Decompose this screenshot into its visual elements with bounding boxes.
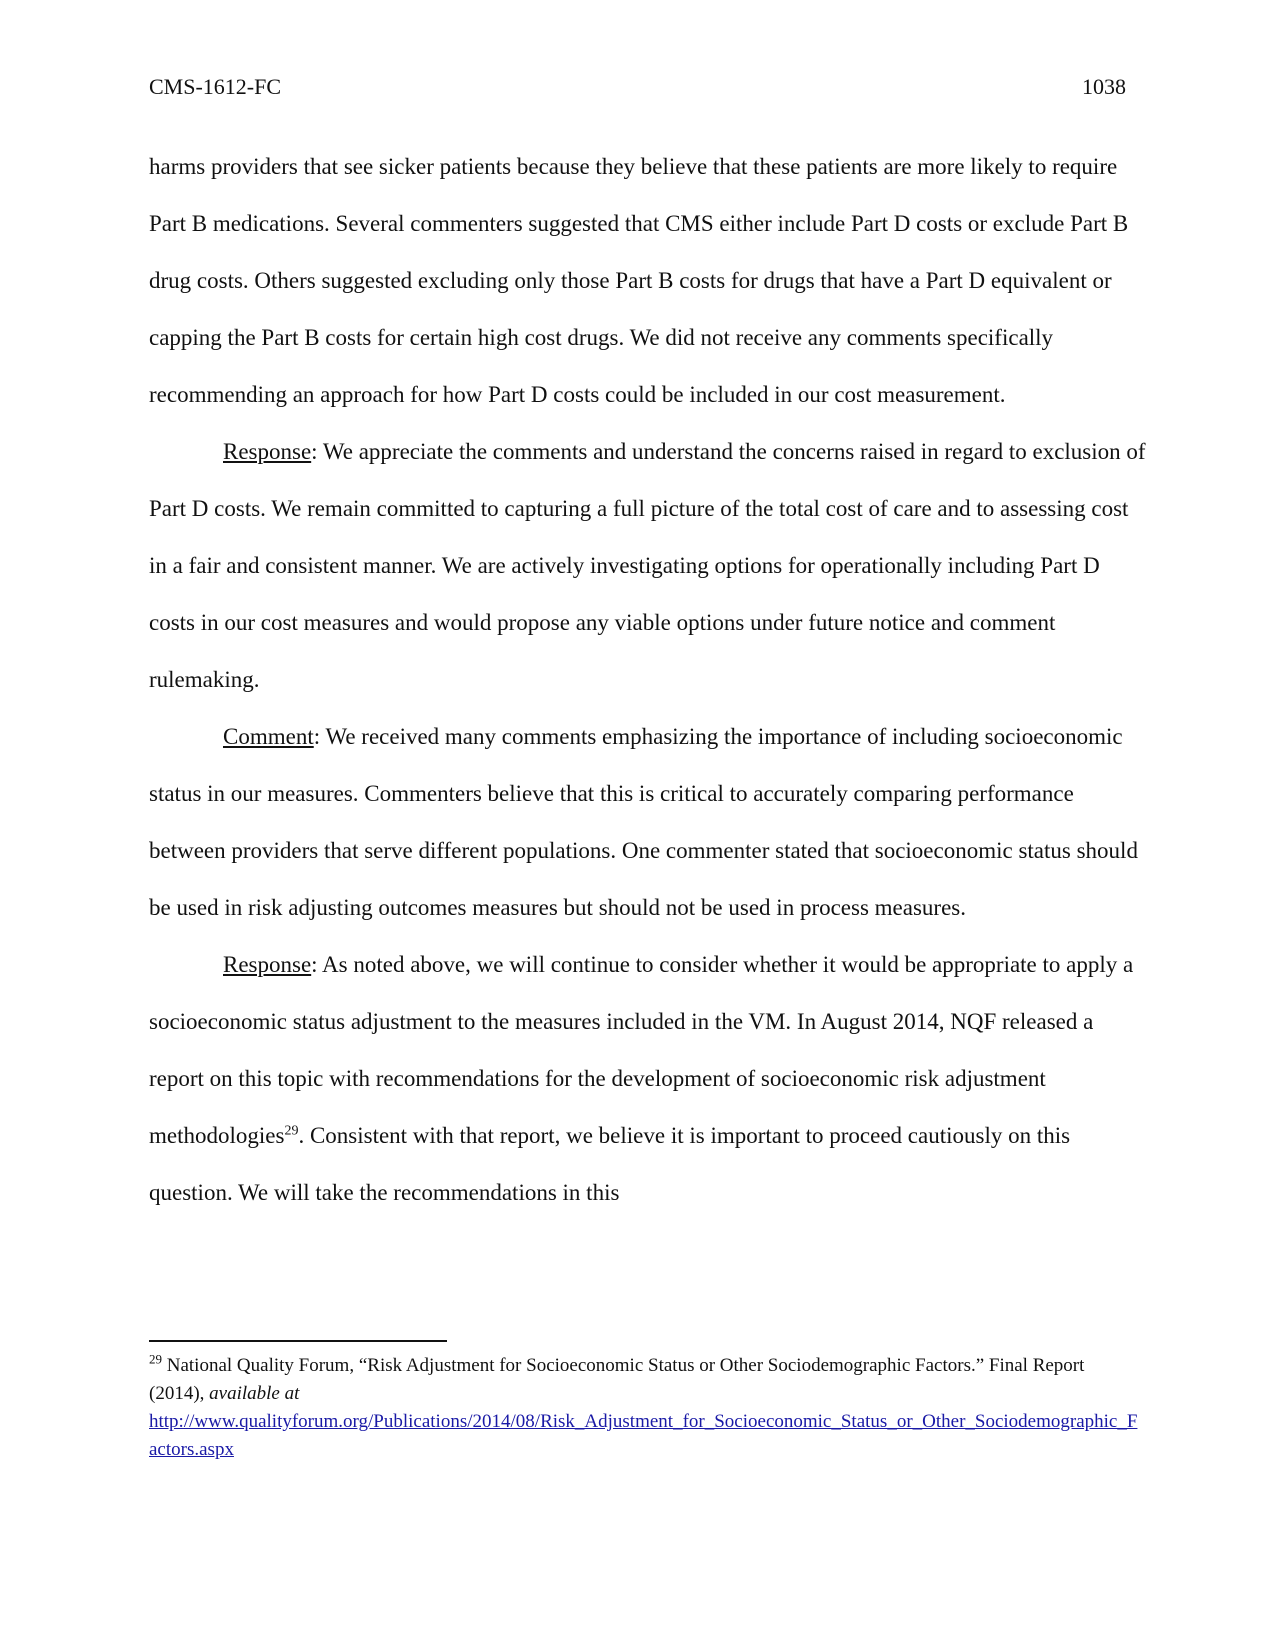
page-number: 1038 (1082, 74, 1126, 99)
response-label: Response (223, 439, 312, 464)
footnote-number: 29 (149, 1351, 162, 1367)
response-text: : As noted above, we will continue to consider whether it would be appropriate to apply a socioeconomic status adjustment to the measures included in the VM. In August 2014, NQF released a report on this topic with recommendations for the development of socioeconomic risk adjustment methodologies (149, 952, 1134, 1148)
response-label: Response (223, 952, 312, 977)
response-text: : We appreciate the comments and understand the concerns raised in regard to exclusion of Part D costs. We remain committed to capturing a full picture of the total cost of care and to assessing cost in a fair and consistent manner. We are actively investigating options for operationally including Part D costs in our cost measures and would propose any viable options under future notice and comment rulemaking. (149, 439, 1146, 692)
body-text (149, 138, 1149, 1221)
footnotes (149, 1352, 1139, 1464)
footnote-italic-text: available at (209, 1383, 300, 1404)
document-id: CMS-1612-FC (149, 74, 282, 99)
footnote-divider (149, 1340, 447, 1342)
comment-label: Comment (223, 724, 314, 749)
footnote-text: National Quality Forum, “Risk Adjustment for Socioeconomic Status or Other Sociodemographic Factors.” Final Report (2014), (149, 1355, 1085, 1404)
footnote-29 (149, 1352, 1139, 1464)
paragraph-response-2 (149, 936, 1149, 1221)
comment-text: : We received many comments emphasizing the importance of including socioeconomic status in our measures. Commenters believe that this is critical to accurately comparing performance between providers that serve different populations. One commenter stated that socioeconomic status should be used in risk adjusting outcomes measures but should not be used in process measures. (149, 724, 1138, 920)
paragraph-comment (149, 708, 1149, 936)
footnote-reference[interactable]: 29 (284, 1123, 299, 1139)
footnote-link[interactable]: http://www.qualityforum.org/Publications/2014/08/Risk_Adjustment_for_Socioeconomic_Status_or_Other_Sociodemographic_Factors.aspx (149, 1411, 1138, 1460)
response-text-continued: . Consistent with that report, we believe it is important to proceed cautiously on this question. We will take the recommendations in this (149, 1123, 1071, 1205)
paragraph-1: harms providers that see sicker patients because they believe that these patients are more likely to require Part B medications. Several commenters suggested that CMS either include Part D costs or exclude Part B drug costs. Others suggested excluding only those Part B costs for drugs that have a Part D equivalent or capping the Part B costs for certain high cost drugs. We did not receive any comments specifically recommending an approach for how Part D costs could be included in our cost measurement. (149, 154, 1129, 407)
paragraph-response-1 (149, 423, 1149, 708)
page-header (149, 74, 1126, 100)
